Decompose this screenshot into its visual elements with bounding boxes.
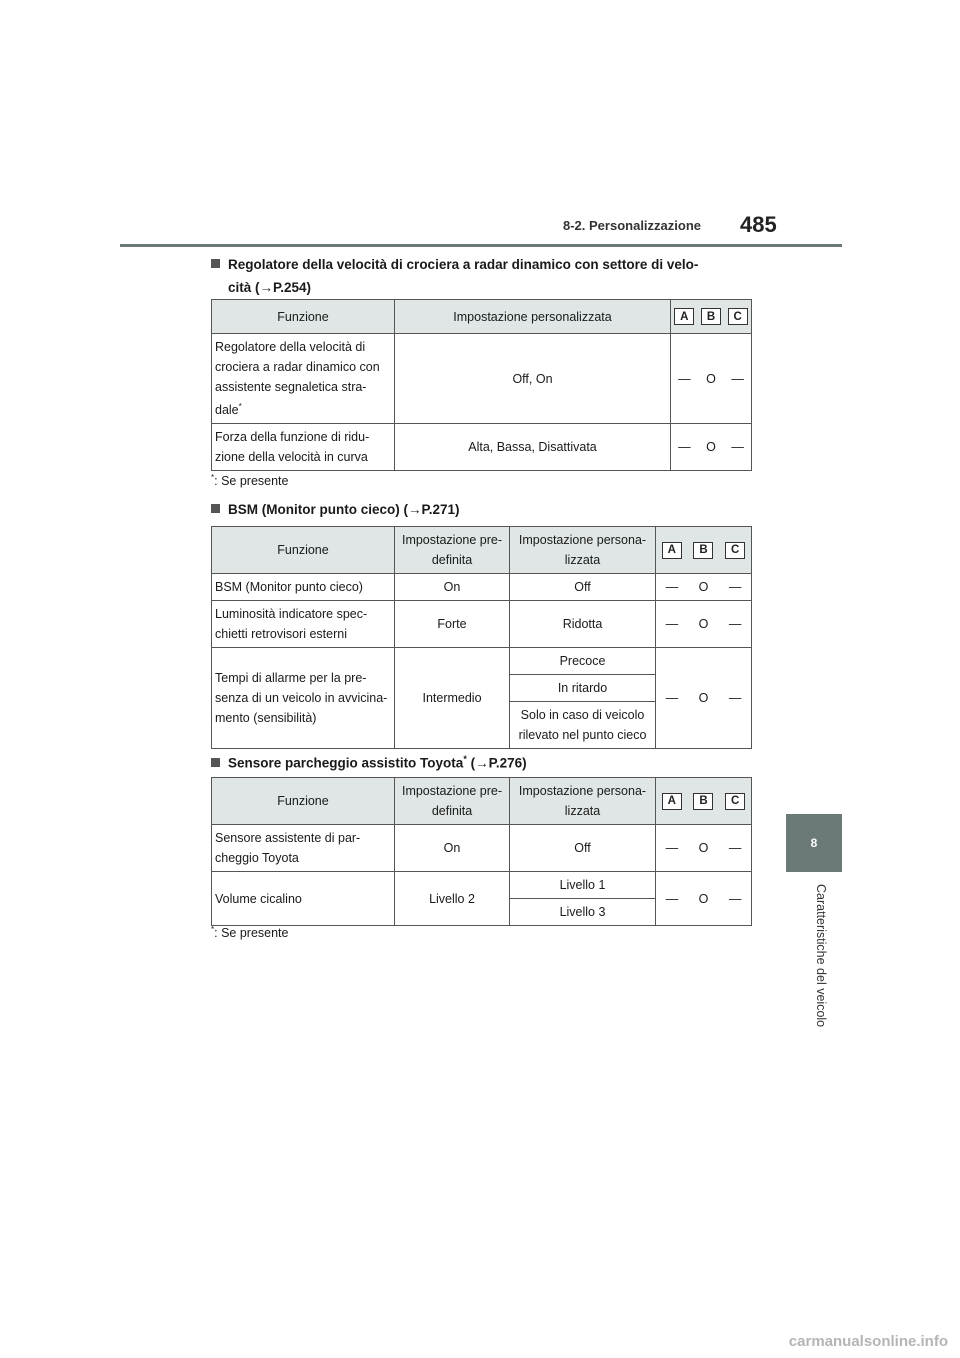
- section-label: 8-2. Personalizzazione: [563, 218, 701, 233]
- column-header-default: Impostazione pre- definita: [395, 778, 510, 825]
- a-box-icon: A: [662, 542, 682, 559]
- function-cell: Tempi di allarme per la pre- senza di un veicolo in avvicina- mento (sensibilità): [212, 648, 395, 749]
- section-heading-parking-sensor: Sensore parcheggio assistito Toyota* (→P.276): [211, 748, 756, 775]
- c-box-icon: C: [725, 542, 745, 559]
- table-row: [212, 574, 752, 601]
- function-cell: Sensore assistente di par- cheggio Toyota: [212, 825, 395, 872]
- abc-cell: — O —: [656, 574, 752, 601]
- column-header-custom: Impostazione persona- lizzata: [510, 778, 656, 825]
- footnote: *: Se presente: [211, 473, 289, 489]
- page-number: 485: [740, 212, 777, 237]
- radar-cruise-table: [211, 299, 752, 471]
- a-box-icon: A: [662, 793, 682, 810]
- parking-sensor-table: [211, 777, 752, 926]
- function-cell: Regolatore della velocità di crociera a radar dinamico con assistente segnaletica stra- dale*: [212, 334, 395, 424]
- custom-cell: Off, On: [395, 334, 671, 424]
- table-row: [212, 825, 752, 872]
- table-row: [212, 334, 752, 424]
- b-box-icon: B: [693, 793, 713, 810]
- column-header-custom: Impostazione persona- lizzata: [510, 527, 656, 574]
- watermark: carmanualsonline.info: [788, 1333, 948, 1350]
- header-rule: [120, 244, 842, 247]
- chapter-tab: 8: [786, 814, 842, 872]
- column-header-abc: [671, 300, 752, 334]
- column-header-function: Funzione: [212, 527, 395, 574]
- column-header-function: Funzione: [212, 778, 395, 825]
- abc-cell: — O —: [671, 334, 752, 424]
- table-row: [212, 424, 752, 471]
- custom-cell: Off: [510, 825, 656, 872]
- table-row: [212, 648, 752, 675]
- abc-cell: — O —: [656, 825, 752, 872]
- default-cell: Forte: [395, 601, 510, 648]
- function-cell: Forza della funzione di ridu- zione della velocità in curva: [212, 424, 395, 471]
- square-bullet-icon: [211, 259, 220, 268]
- custom-option-cell: Livello 1: [510, 872, 656, 899]
- bsm-table: [211, 526, 752, 749]
- custom-cell: Ridotta: [510, 601, 656, 648]
- default-cell: Intermedio: [395, 648, 510, 749]
- default-cell: Livello 2: [395, 872, 510, 926]
- b-box-icon: B: [701, 308, 721, 325]
- custom-option-cell: Livello 3: [510, 899, 656, 926]
- function-cell: Luminosità indicatore spec- chietti retrovisori esterni: [212, 601, 395, 648]
- section-heading-bsm: BSM (Monitor punto cieco) (→P.271): [211, 498, 756, 521]
- column-header-abc: [656, 778, 752, 825]
- abc-cell: — O —: [671, 424, 752, 471]
- c-box-icon: C: [728, 308, 748, 325]
- abc-cell: — O —: [656, 601, 752, 648]
- footnote: *: Se presente: [211, 925, 289, 941]
- b-box-icon: B: [693, 542, 713, 559]
- function-cell: BSM (Monitor punto cieco): [212, 574, 395, 601]
- square-bullet-icon: [211, 758, 220, 767]
- custom-option-cell: Precoce: [510, 648, 656, 675]
- default-cell: On: [395, 574, 510, 601]
- column-header-abc: [656, 527, 752, 574]
- abc-cell: — O —: [656, 872, 752, 926]
- abc-cell: — O —: [656, 648, 752, 749]
- square-bullet-icon: [211, 504, 220, 513]
- column-header-default: Impostazione pre- definita: [395, 527, 510, 574]
- default-cell: On: [395, 825, 510, 872]
- function-cell: Volume cicalino: [212, 872, 395, 926]
- c-box-icon: C: [725, 793, 745, 810]
- custom-option-cell: In ritardo: [510, 675, 656, 702]
- column-header-custom: Impostazione personalizzata: [395, 300, 671, 334]
- custom-cell: Off: [510, 574, 656, 601]
- custom-option-cell: Solo in caso di veicolo rilevato nel punto cieco: [510, 702, 656, 749]
- column-header-function: Funzione: [212, 300, 395, 334]
- a-box-icon: A: [674, 308, 694, 325]
- section-heading-radar-cruise: Regolatore della velocità di crociera a radar dinamico con settore di velo- cità (→P.254): [211, 253, 756, 299]
- custom-cell: Alta, Bassa, Disattivata: [395, 424, 671, 471]
- table-row: [212, 872, 752, 899]
- table-row: [212, 601, 752, 648]
- chapter-title: Caratteristiche del veicolo: [814, 884, 828, 1028]
